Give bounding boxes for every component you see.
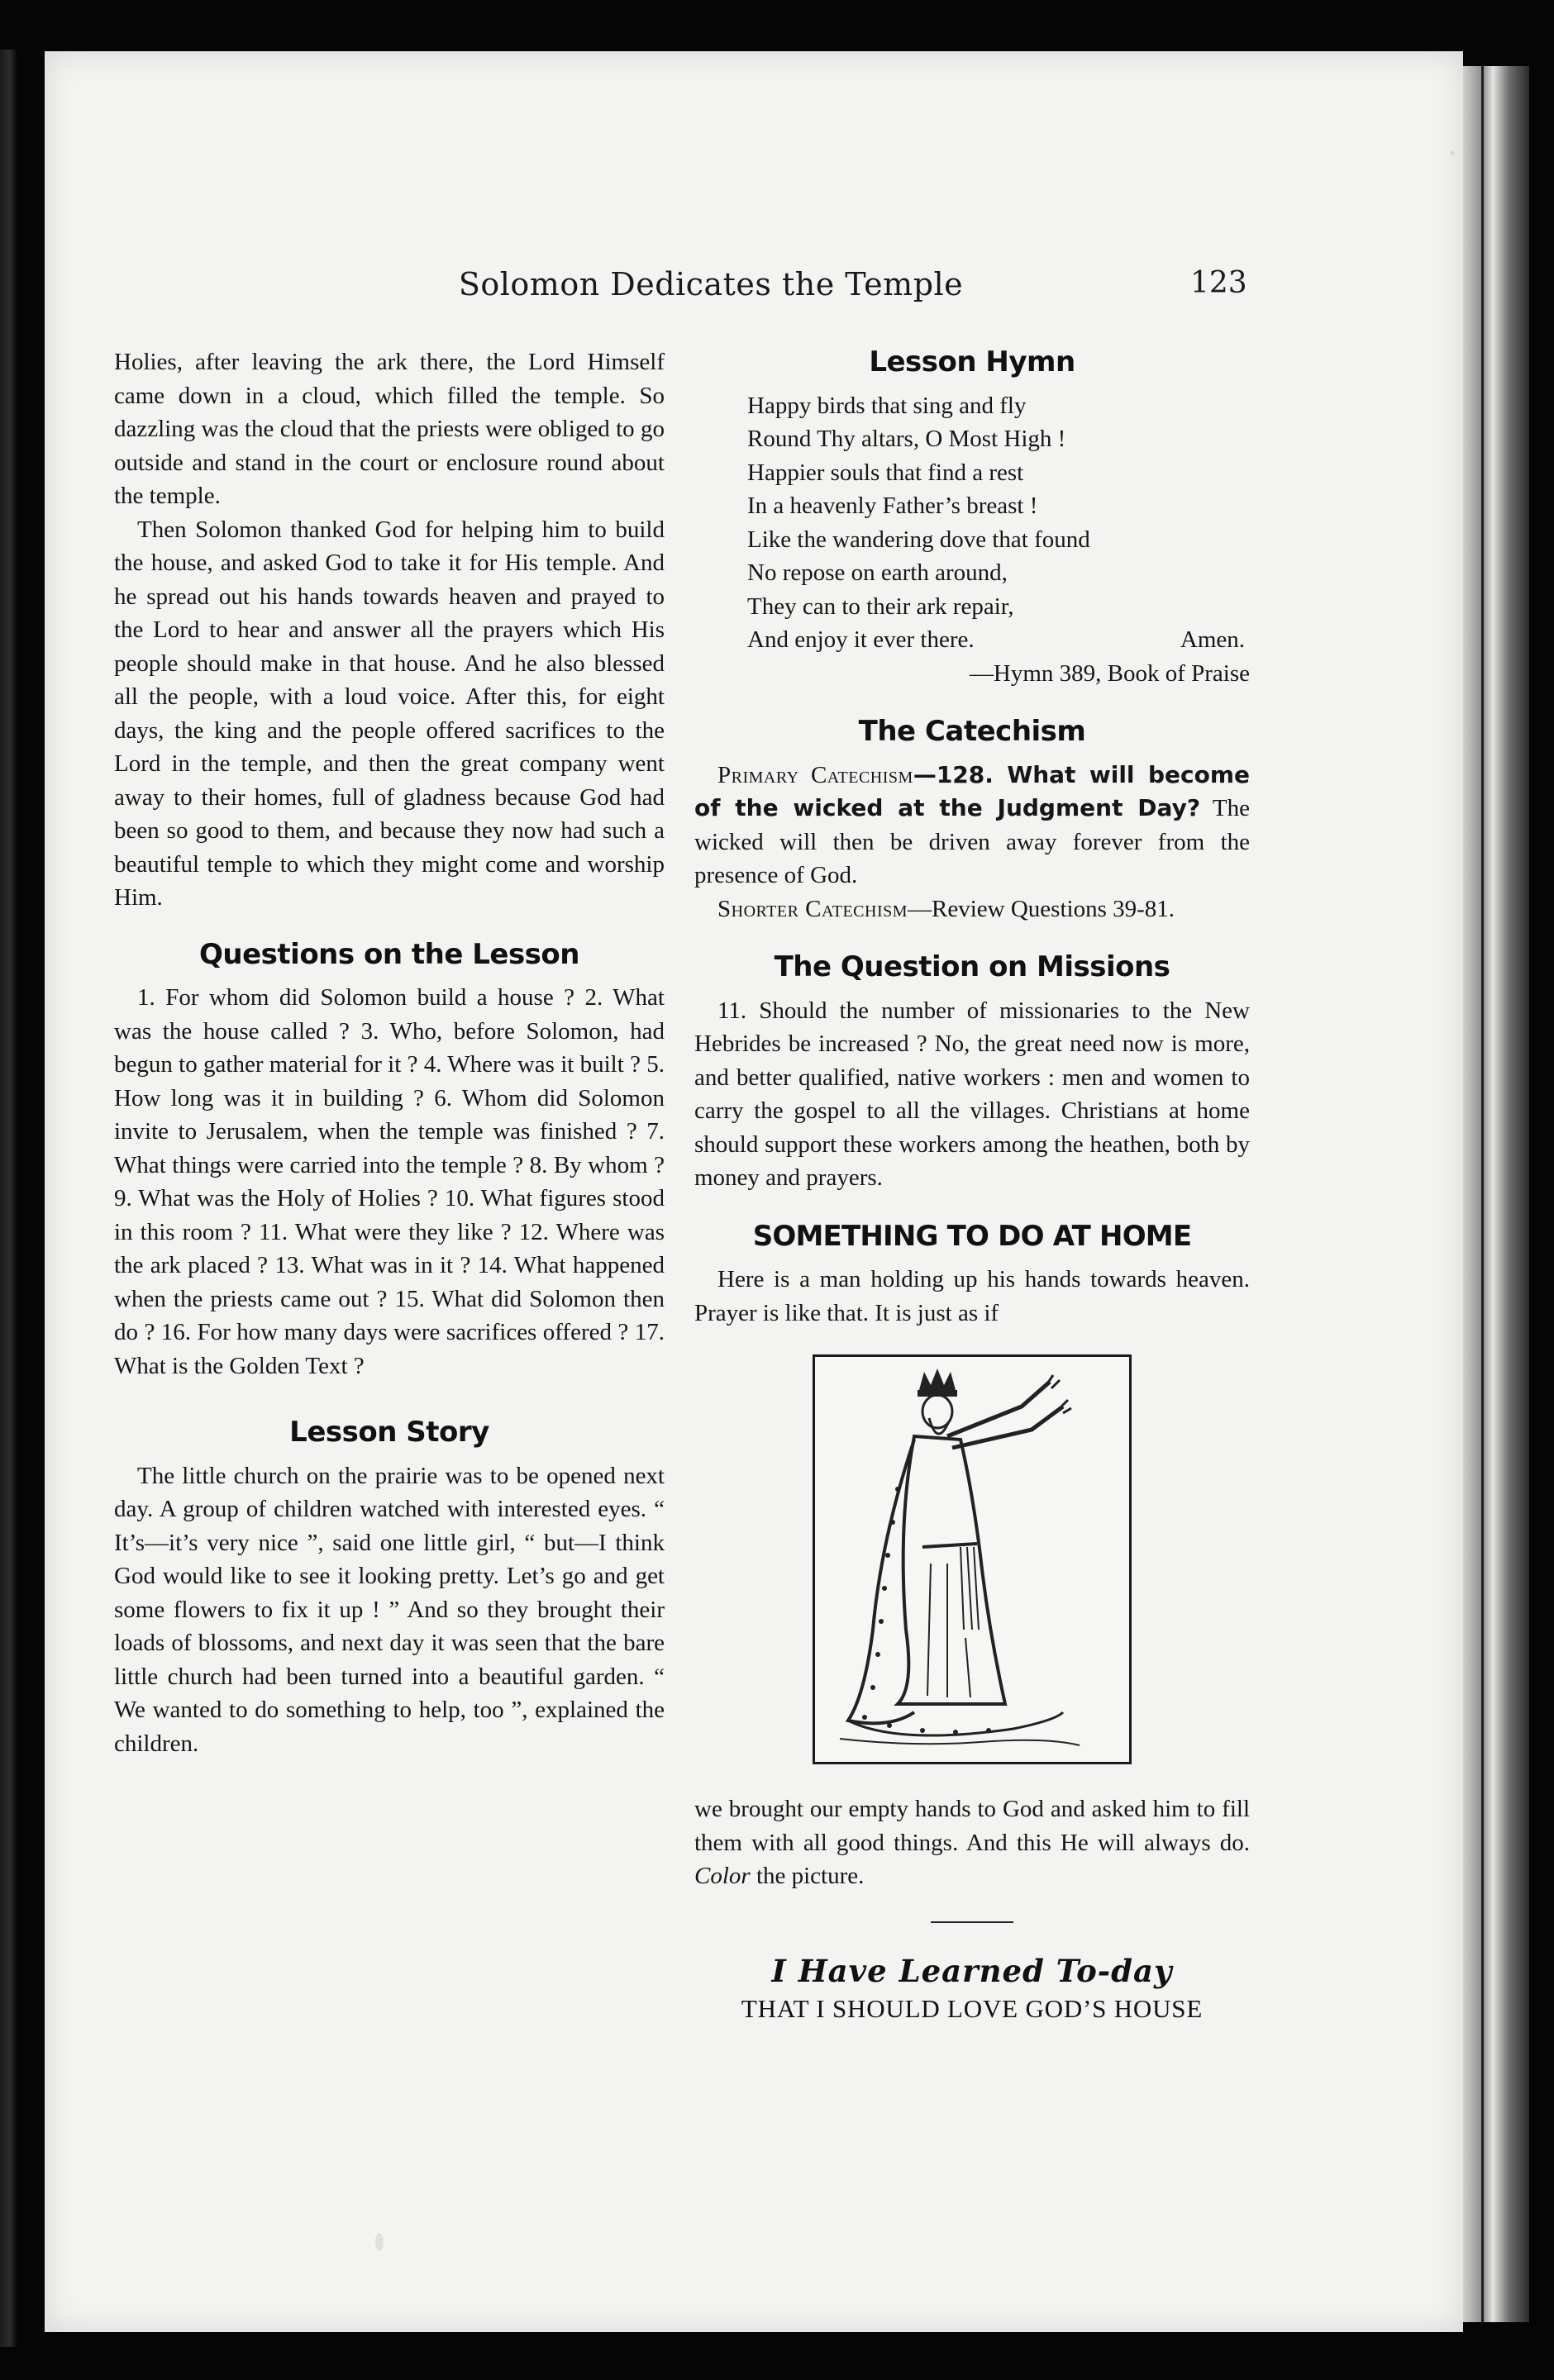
story-heading: Lesson Story xyxy=(289,1416,489,1449)
primary-catechism-answer: The wicked will then be driven away forever from the presence of God. xyxy=(694,795,1250,888)
shorter-catechism-label: Shorter Catechism xyxy=(717,895,908,922)
hymn-line: They can to their ark repair, xyxy=(747,593,1014,620)
solomon-prayer-paragraph: Then Solomon thanked God for helping him to build the house, and asked God to take it for His temple. And he spread out his hands towards heaven and prayed to the Lord to hear and answer all the prayers which His people should make in that house. And he also blessed all the people, with a loud voice. After this, for eight days, the king and the people offered sacrifices to the Lord in the temple, and then the great company went away to their homes, full of gladness because God had been so good to them, and because they now had such a beautiful temple to which they might come and worship Him. xyxy=(114,516,665,911)
hymn-citation: —Hymn 389, Book of Praise xyxy=(969,659,1250,687)
running-head: Solomon Dedicates the Temple xyxy=(458,266,964,302)
hymn-line: Round Thy altars, O Most High ! xyxy=(747,426,1066,452)
learned-today-title: I Have Learned To-day xyxy=(771,1952,1173,1989)
hymn-line: Happy birds that sing and fly xyxy=(747,392,1027,419)
section-divider xyxy=(931,1921,1013,1923)
missions-heading: The Question on Missions xyxy=(774,950,1170,983)
catechism-heading: The Catechism xyxy=(858,715,1086,748)
home-paragraph-intro: Here is a man holding up his hands towards heaven. Prayer is like that. It is just as if xyxy=(694,1266,1250,1326)
shorter-catechism xyxy=(694,892,1250,926)
color-word: Color xyxy=(694,1863,751,1889)
learned-today-text: THAT I SHOULD LOVE GOD’S HOUSE xyxy=(741,1994,1204,2023)
primary-catechism-label: Primary Catechism xyxy=(717,761,913,788)
left-column xyxy=(114,345,665,1760)
questions-heading: Questions on the Lesson xyxy=(199,937,579,971)
hymn-heading: Lesson Hymn xyxy=(869,345,1075,378)
questions-paragraph: 1. For whom did Solomon build a house ? 2. What was the house called ? 3. Who, before Solomon, had begun to gather material for it ? 4. Where was it built ? 5. How long was it in building ? 6. Whom did Solomon invite to Jerusalem, when the temple was finished ? 7. What things were carried into the temple ? 8. By whom ? 9. What was the Holy of Holies ? 10. What figures stood in this room ? 11. What were they like ? 12. Where was the ark placed ? 13. What was in it ? 14. What happened when the priests came out ? 15. What did Solomon then do ? 16. For how many days were sacrifices offered ? 17. What is the Golden Text ? xyxy=(114,984,665,1379)
home-paragraph-continued: we brought our empty hands to God and asked him to fill them with all good things. And this He will always do. Color the picture. xyxy=(694,1796,1250,1889)
hymn-last-line xyxy=(694,623,1250,657)
intro-paragraph: Holies, after leaving the ark there, the Lord Himself came down in a cloud, which filled the temple. So dazzling was the cloud that the priests were obliged to go outside and stand in the court or enclosure round about the temple. xyxy=(114,349,665,509)
shorter-catechism-text: —Review Questions 39-81. xyxy=(908,895,1175,922)
story-paragraph: The little church on the prairie was to be opened next day. A group of children watched with interested eyes. “ It’s—it’s very nice ”, said one little girl, “ but—I think God would like to see it looking pretty. Let’s go and get some flowers to fix it up ! ” And so they brought their loads of blossoms, and next day it was seen that the bare little church had been turned into a beautiful garden. “ We wanted to do something to help, too ”, explained the children. xyxy=(114,1462,665,1757)
hymn-amen: Amen. xyxy=(1180,626,1245,653)
hymn-line: No repose on earth around, xyxy=(747,559,1008,586)
hymn-line: And enjoy it ever there. xyxy=(747,626,975,653)
crown-icon xyxy=(919,1368,956,1390)
hymn-line: Like the wandering dove that found xyxy=(747,526,1090,553)
hymn-line: Happier souls that find a rest xyxy=(747,459,1024,486)
primary-catechism xyxy=(694,759,1250,892)
home-heading: SOMETHING TO DO AT HOME xyxy=(752,1219,1192,1253)
right-column xyxy=(694,345,1250,2026)
hymn-line: In a heavenly Father’s breast ! xyxy=(747,493,1038,519)
page-stack-edge xyxy=(1463,66,1529,2322)
praying-king-illustration xyxy=(813,1354,1132,1764)
praying-king-drawing xyxy=(815,1357,1129,1762)
primary-catechism-question: —128. What will become of the wicked at the Judgment Day? xyxy=(694,760,1250,821)
page-number: 123 xyxy=(1190,266,1247,300)
missions-paragraph: 11. Should the number of missionaries to the New Hebrides be increased ? No, the great need now is more, and better qualified, native workers : men and women to carry the gospel to all the villages. Christians at home should support these workers among the heathen, both by money and prayers. xyxy=(694,997,1250,1191)
hymn-verse xyxy=(694,389,1250,691)
book-spine-shadow xyxy=(0,50,17,2347)
